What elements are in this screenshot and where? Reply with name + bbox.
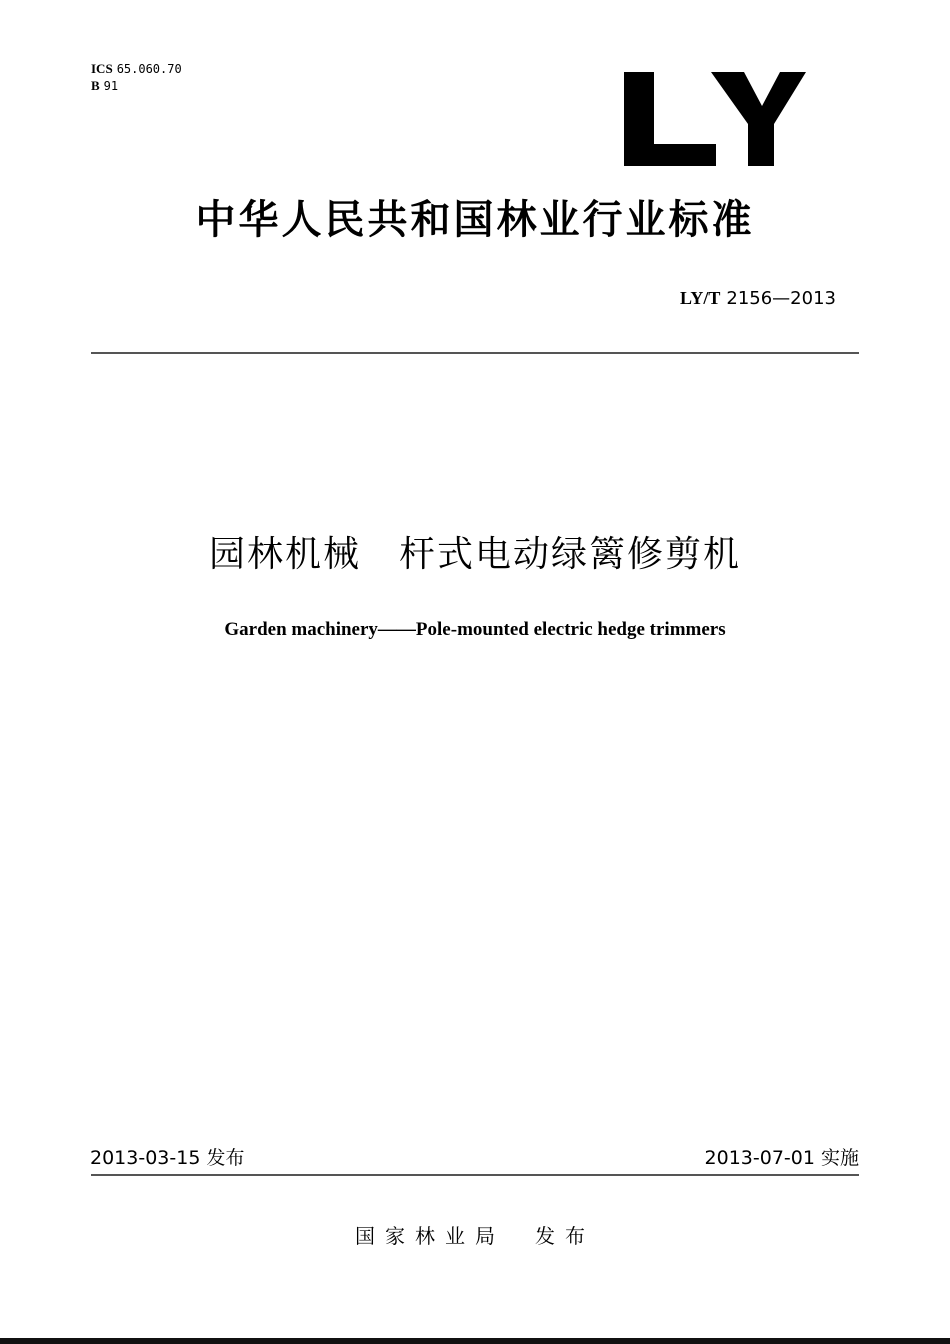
standard-code: LY/T — [680, 288, 721, 308]
ics-classification — [91, 61, 182, 77]
ics-label: ICS — [91, 61, 113, 76]
ccs-label: B — [91, 78, 100, 93]
page-bottom-edge — [0, 1338, 950, 1344]
implementation-date: 2013-07-01 实施 — [704, 1147, 859, 1169]
ly-logo — [616, 54, 816, 184]
english-title: Garden machinery——Pole-mounted electric hedge trimmers — [224, 619, 726, 640]
issuing-authority: 国家林业局 发布 — [355, 1224, 595, 1248]
ly-logo-letter-l — [624, 72, 716, 166]
ccs-classification — [91, 78, 118, 94]
chinese-title: 园林机械 杆式电动绿篱修剪机 — [208, 534, 741, 575]
ics-value: 65.060.70 — [116, 62, 182, 76]
ly-logo-letter-y — [711, 72, 806, 166]
standard-number — [680, 286, 836, 311]
issue-date: 2013-03-15 发布 — [90, 1147, 245, 1169]
ccs-value: 91 — [103, 79, 119, 93]
bottom-divider — [91, 1174, 859, 1176]
standard-category-title: 中华人民共和国林业行业标准 — [195, 197, 755, 243]
standard-number-value: 2156—2013 — [726, 288, 836, 309]
top-divider — [91, 352, 859, 354]
